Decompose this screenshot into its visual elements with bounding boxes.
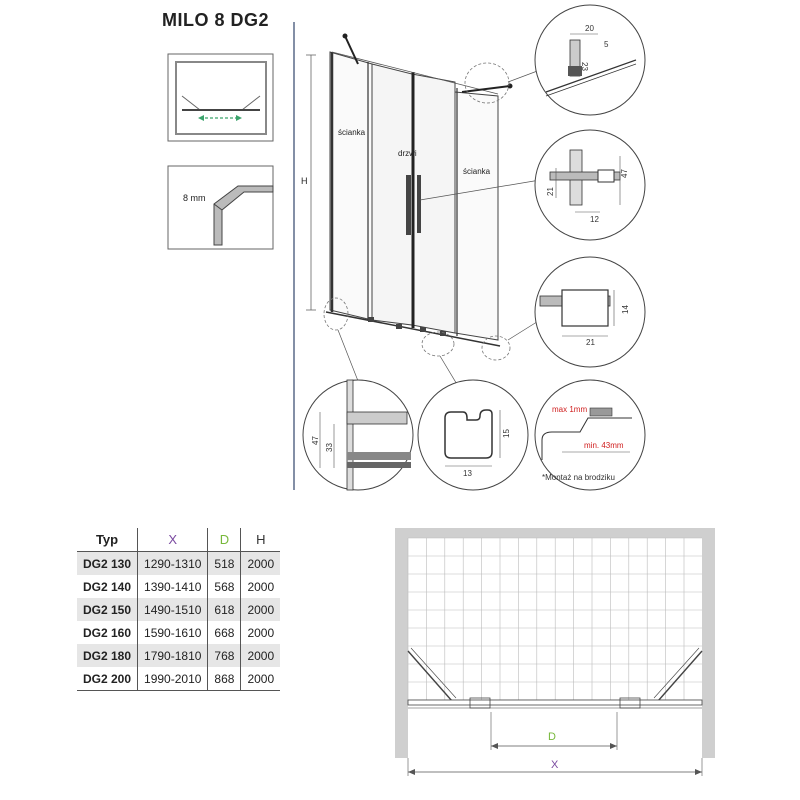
svg-text:21: 21 — [586, 338, 595, 347]
x-dimension-label: X — [551, 759, 559, 771]
cell-h: 2000 — [241, 621, 280, 644]
cell-typ: DG2 160 — [83, 625, 132, 640]
cell-h: 2000 — [241, 598, 280, 621]
cell-x: 1290-1310 — [138, 552, 208, 576]
cell-typ: DG2 180 — [77, 644, 138, 667]
cell-d: 568 — [208, 575, 241, 598]
svg-text:33: 33 — [325, 443, 334, 452]
svg-text:47: 47 — [620, 169, 629, 178]
cell-d: 518 — [208, 552, 241, 576]
cell-x: 1790-1810 — [138, 644, 208, 667]
door-label: drzwi — [398, 149, 417, 158]
table-row — [77, 552, 280, 576]
cell-h: 2000 — [241, 552, 280, 576]
svg-text:max 1mm: max 1mm — [552, 405, 588, 414]
plan-view — [395, 528, 715, 776]
svg-text:12: 12 — [590, 215, 599, 224]
height-label: H — [301, 176, 308, 186]
svg-text:20: 20 — [585, 24, 594, 33]
cell-h: 2000 — [241, 667, 280, 691]
glass-thickness-detail — [168, 166, 273, 249]
svg-text:47: 47 — [311, 436, 320, 445]
header-typ: Typ — [95, 532, 119, 547]
front-view — [301, 34, 540, 387]
detail-profile — [303, 380, 413, 490]
cell-typ: DG2 200 — [77, 667, 138, 691]
cell-typ: DG2 130 — [77, 552, 138, 576]
header-h: H — [241, 528, 280, 552]
cell-d: 668 — [208, 621, 241, 644]
cell-h: 2000 — [241, 575, 280, 598]
glass-thickness-label: 8 mm — [183, 193, 206, 203]
svg-text:*Montaż na brodziku: *Montaż na brodziku — [542, 473, 615, 482]
cell-x: 1590-1610 — [138, 621, 208, 644]
detail-handle — [535, 130, 645, 240]
table-row — [77, 598, 280, 621]
right-panel-label: ścianka — [463, 167, 491, 176]
table-row — [77, 667, 280, 691]
header-d: D — [208, 528, 241, 552]
cell-d: 768 — [208, 644, 241, 667]
d-dimension-label: D — [548, 731, 556, 743]
svg-text:13: 13 — [463, 469, 472, 478]
cell-typ: DG2 140 — [83, 579, 132, 594]
svg-text:5: 5 — [604, 40, 609, 49]
table-row — [77, 621, 280, 644]
svg-text:15: 15 — [502, 429, 511, 438]
table-row — [77, 644, 280, 667]
product-title: MILO 8 DG2 — [162, 10, 270, 30]
cell-d: 618 — [208, 598, 241, 621]
header-x: X — [138, 528, 208, 552]
cell-x: 1990-2010 — [138, 667, 208, 691]
top-view-icon — [168, 54, 273, 141]
detail-top-fixing — [535, 5, 645, 115]
svg-text:min. 43mm: min. 43mm — [584, 441, 624, 450]
cell-typ: DG2 150 — [77, 598, 138, 621]
cell-x: 1490-1510 — [138, 598, 208, 621]
detail-seal — [418, 380, 528, 490]
cell-x: 1390-1410 — [138, 575, 208, 598]
detail-bottom-guide — [535, 257, 645, 367]
cell-h: 2000 — [241, 644, 280, 667]
svg-text:21: 21 — [546, 187, 555, 196]
spec-table — [77, 528, 280, 691]
svg-text:23: 23 — [580, 62, 589, 71]
left-panel-label: ścianka — [338, 128, 366, 137]
table-header-row — [77, 528, 280, 552]
svg-text:14: 14 — [621, 305, 630, 314]
detail-tray-mount — [535, 380, 645, 490]
table-row — [77, 575, 280, 598]
cell-d: 868 — [208, 667, 241, 691]
